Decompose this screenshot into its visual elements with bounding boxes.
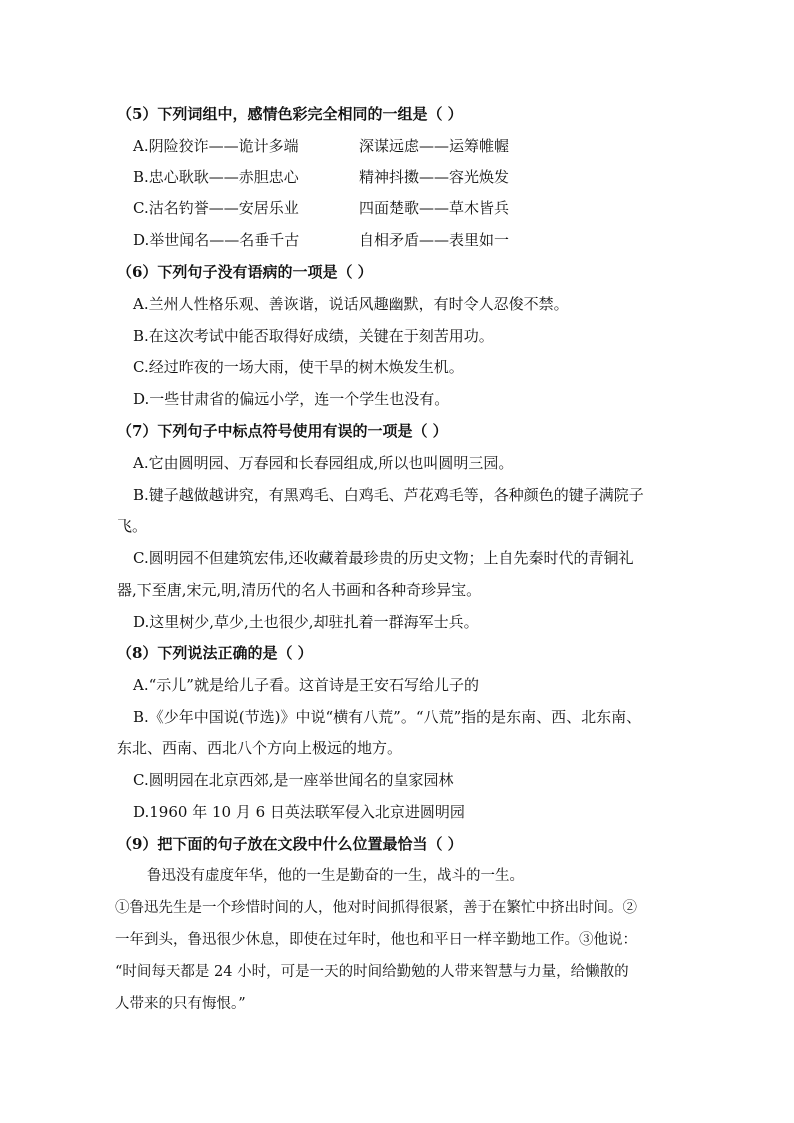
q5-option-c-right: 四面楚歌——草木皆兵 [359, 199, 510, 217]
q8-option-b-line1: B.《少年中国说(节选)》中说“横有八荒”。“八荒”指的是东南、西、北东南、 [133, 708, 642, 726]
question-9-title: （9）把下面的句子放在文段中什么位置最恰当（ ） [117, 835, 463, 853]
question-8-title: （8）下列说法正确的是（ ） [117, 644, 313, 662]
q7-option-c-line2: 器,下至唐,宋元,明,清历代的名人书画和各种奇珍异宝。 [117, 581, 482, 599]
question-5-title: （5）下列词组中，感情色彩完全相同的一组是（ ） [117, 105, 463, 123]
q9-passage-line2: 一年到头，鲁迅很少休息，即使在过年时，他也和平日一样辛勤地工作。③他说： [115, 932, 637, 948]
q6-option-a: A.兰州人性格乐观、善诙谐，说话风趣幽默，有时令人忍俊不禁。 [133, 295, 569, 313]
q5-option-a-right: 深谋远虑——运筹帷幄 [359, 137, 510, 155]
q7-option-c-line1: C.圆明园不但建筑宏伟,还收藏着最珍贵的历史文物；上自先秦时代的青铜礼 [133, 549, 634, 567]
q7-option-a: A.它由圆明园、万春园和长春园组成,所以也叫圆明三园。 [133, 454, 514, 472]
q9-passage-line3: “时间每天都是 24 小时，可是一天的时间给勤勉的人带来智慧与力量，给懒散的 [115, 964, 629, 980]
q5-option-d-right: 自相矛盾——表里如一 [359, 231, 510, 249]
q5-option-d-left: D.举世闻名——名垂千古 [133, 231, 300, 249]
q8-option-d: D.1960 年 10 月 6 日英法联军侵入北京进圆明园 [133, 803, 465, 821]
q7-option-d: D.这里树少,草少,土也很少,却驻扎着一群海军士兵。 [133, 613, 479, 631]
q8-option-a: A.“示儿”就是给儿子看。这首诗是王安石写给儿子的 [133, 676, 479, 694]
q7-option-b-line2: 飞。 [117, 517, 148, 535]
question-7-title: （7）下列句子中标点符号使用有误的一项是（ ） [117, 422, 448, 440]
q9-passage-line4: 人带来的只有悔恨。” [115, 996, 246, 1012]
q9-passage-line1: ①鲁迅先生是一个珍惜时间的人，他对时间抓得很紧，善于在繁忙中挤出时间。② [115, 900, 637, 916]
q8-option-b-line2: 东北、西南、西北八个方向上极远的地方。 [117, 739, 403, 757]
q7-option-b-line1: B.键子越做越讲究，有黑鸡毛、白鸡毛、芦花鸡毛等，各种颜色的键子满院子 [133, 486, 644, 504]
q9-target-sentence: 鲁迅没有虚度年华，他的一生是勤奋的一生，战斗的一生。 [147, 868, 524, 884]
q5-option-b-left: B.忠心耿耿——赤胆忠心 [133, 168, 299, 186]
question-6-title: （6）下列句子没有语病的一项是（ ） [117, 263, 373, 281]
q6-option-b: B.在这次考试中能否取得好成绩，关键在于刻苦用功。 [133, 327, 494, 345]
q8-option-c: C.圆明园在北京西郊,是一座举世闻名的皇家园林 [133, 771, 454, 789]
q6-option-c: C.经过昨夜的一场大雨，使干旱的树木焕发生机。 [133, 358, 464, 376]
q5-option-b-right: 精神抖擞——容光焕发 [359, 168, 510, 186]
q5-option-a-left: A.阴险狡诈——诡计多端 [133, 137, 299, 155]
q6-option-d: D.一些甘肃省的偏远小学，连一个学生也没有。 [133, 390, 450, 408]
q5-option-c-left: C.沽名钓誉——安居乐业 [133, 199, 299, 217]
